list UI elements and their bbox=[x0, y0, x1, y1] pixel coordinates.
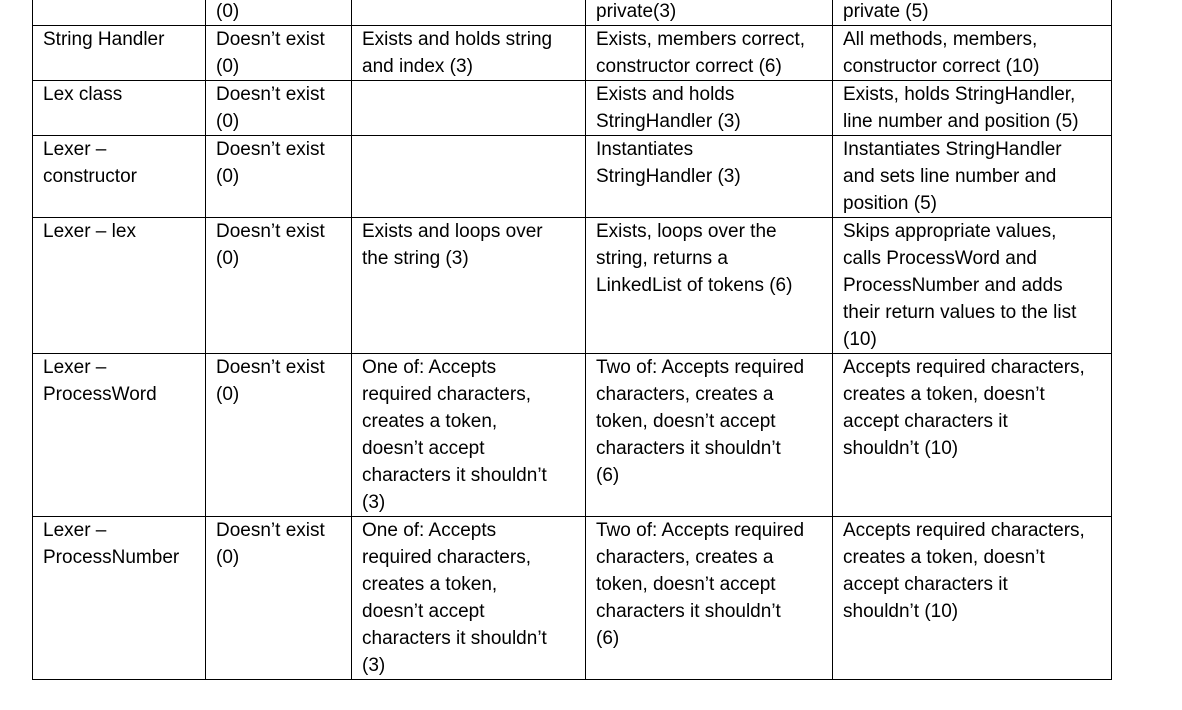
level-cell-low: One of: Accepts required characters, creates a token, doesn’t accept characters it shouldn’t (3) bbox=[352, 517, 586, 680]
level-cell-low: Exists and loops over the string (3) bbox=[352, 218, 586, 354]
level-cell-low: Exists and holds string and index (3) bbox=[352, 26, 586, 81]
criterion-cell: Lexer – ProcessWord bbox=[33, 354, 206, 517]
table-row bbox=[33, 218, 1112, 354]
level-cell-mid: private(3) bbox=[586, 0, 833, 26]
criterion-cell: Lex class bbox=[33, 81, 206, 136]
level-cell-mid: Exists, members correct, constructor correct (6) bbox=[586, 26, 833, 81]
level-cell-full: Exists, holds StringHandler, line number and position (5) bbox=[833, 81, 1112, 136]
table-row bbox=[33, 136, 1112, 218]
criterion-cell: Lexer – lex bbox=[33, 218, 206, 354]
level-cell-mid: Exists and holds StringHandler (3) bbox=[586, 81, 833, 136]
level-cell-full: All methods, members, constructor correct (10) bbox=[833, 26, 1112, 81]
level-cell-low: One of: Accepts required characters, creates a token, doesn’t accept characters it shouldn’t (3) bbox=[352, 354, 586, 517]
level-cell-zero: Doesn’t exist (0) bbox=[206, 81, 352, 136]
level-cell-zero: (0) bbox=[206, 0, 352, 26]
level-cell-full: Accepts required characters, creates a token, doesn’t accept characters it shouldn’t (10) bbox=[833, 517, 1112, 680]
criterion-cell: Lexer – constructor bbox=[33, 136, 206, 218]
level-cell-low bbox=[352, 0, 586, 26]
criterion-cell: String Handler bbox=[33, 26, 206, 81]
level-cell-full: private (5) bbox=[833, 0, 1112, 26]
level-cell-full: Instantiates StringHandler and sets line number and position (5) bbox=[833, 136, 1112, 218]
table-row bbox=[33, 354, 1112, 517]
level-cell-zero: Doesn’t exist (0) bbox=[206, 218, 352, 354]
table-row bbox=[33, 0, 1112, 26]
level-cell-low bbox=[352, 136, 586, 218]
level-cell-zero: Doesn’t exist (0) bbox=[206, 26, 352, 81]
level-cell-zero: Doesn’t exist (0) bbox=[206, 517, 352, 680]
criterion-cell: Lexer – ProcessNumber bbox=[33, 517, 206, 680]
level-cell-zero: Doesn’t exist (0) bbox=[206, 354, 352, 517]
table-row bbox=[33, 81, 1112, 136]
level-cell-mid: Instantiates StringHandler (3) bbox=[586, 136, 833, 218]
level-cell-full: Skips appropriate values, calls ProcessWord and ProcessNumber and adds their return values to the list (10) bbox=[833, 218, 1112, 354]
criterion-cell bbox=[33, 0, 206, 26]
grading-rubric-table bbox=[32, 0, 1112, 680]
level-cell-mid: Two of: Accepts required characters, creates a token, doesn’t accept characters it shouldn’t (6) bbox=[586, 354, 833, 517]
level-cell-low bbox=[352, 81, 586, 136]
level-cell-mid: Exists, loops over the string, returns a LinkedList of tokens (6) bbox=[586, 218, 833, 354]
level-cell-zero: Doesn’t exist (0) bbox=[206, 136, 352, 218]
table-row bbox=[33, 26, 1112, 81]
level-cell-mid: Two of: Accepts required characters, creates a token, doesn’t accept characters it shouldn’t (6) bbox=[586, 517, 833, 680]
table-row bbox=[33, 517, 1112, 680]
level-cell-full: Accepts required characters, creates a token, doesn’t accept characters it shouldn’t (10) bbox=[833, 354, 1112, 517]
